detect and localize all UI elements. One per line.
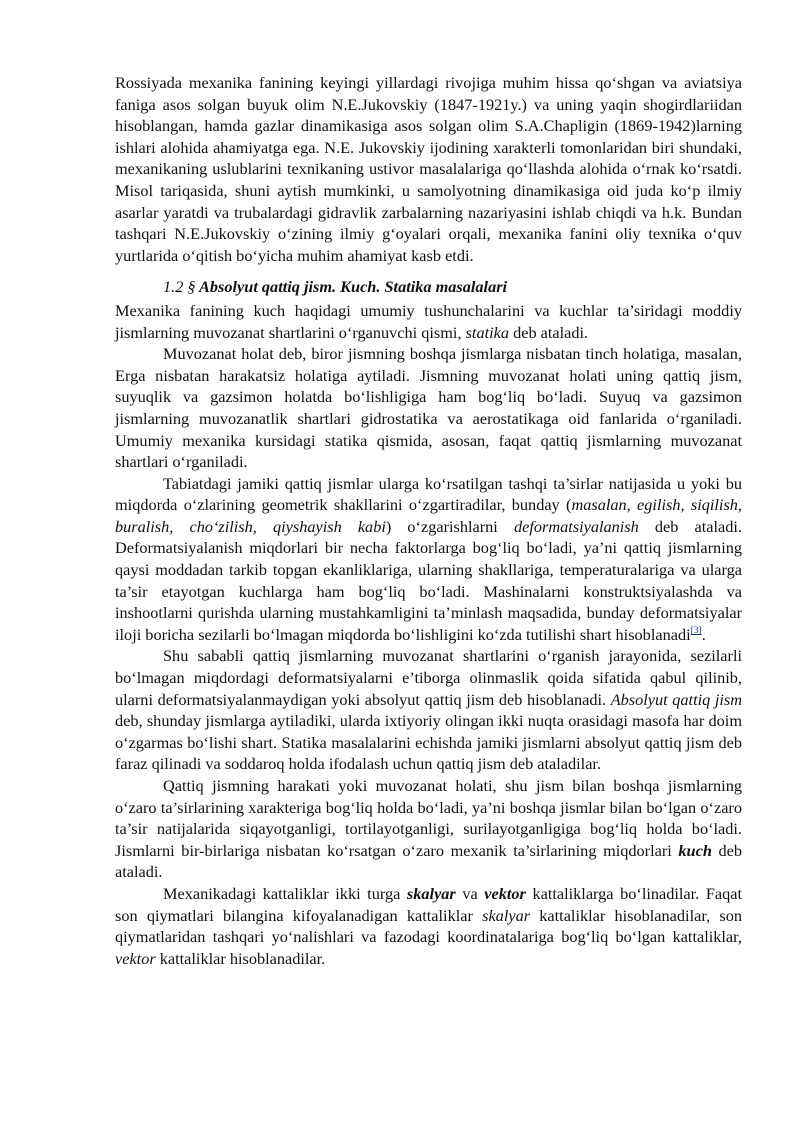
- footnote-link[interactable]: [3]: [690, 625, 702, 636]
- text-run: deb ataladi.: [509, 322, 589, 342]
- section-heading: [163, 276, 742, 298]
- emphasis-skalyar: skalyar: [482, 905, 531, 925]
- emphasis-vektor-bold: vektor: [484, 883, 526, 903]
- emphasis-examples: masalan, egilish, siqilish, buralish, cho‘zilish, qiyshayish kabi: [115, 495, 742, 536]
- paragraph-kuch: [115, 775, 742, 883]
- emphasis-deformatsiyalanish: deformatsiyalanish: [513, 516, 639, 536]
- text-run: ) o‘zgarishlarni: [385, 516, 514, 536]
- emphasis-kuch: kuch: [678, 840, 712, 860]
- text-run: kattaliklarga bo‘linadilar. Faqat son qiymatlari bilangina kifoyalanadigan kattaliklar: [115, 883, 742, 925]
- footnote-reference: [691, 626, 702, 636]
- emphasis-statika: statika: [465, 322, 510, 342]
- text-run: deb, shunday jismlarga aytiladiki, ularda ixtiyoriy olingan ikki nuqta orasidagi masofa har doim o‘zgarmas bo‘lishi shart. Statika masalalarini echishda jamiki jismlarni absolyut qattiq jism deb faraz qilinadi va soddaroq holda ifodalash uchun qattiq jism deb ataladilar.: [115, 711, 742, 774]
- text-run: Mexanikadagi kattaliklar ikki turga: [163, 883, 407, 903]
- emphasis-vektor: vektor: [115, 948, 156, 968]
- text-run: kattaliklar hisoblanadilar, son qiymatlaridan tashqari yo‘nalishlari va fazodagi koordinatalariga bog‘liq bo‘lgan kattaliklar,: [115, 905, 742, 947]
- text-run: deb ataladi.: [115, 840, 743, 882]
- text-run: .: [701, 624, 706, 644]
- text-run: Mexanika fanining kuch haqidagi umumiy tushunchalarini va kuchlar ta’siridagi moddiy jismlarning muvozanat shartlarini o‘rganuvchi qismi,: [115, 300, 742, 342]
- paragraph-statika-definition: [115, 300, 742, 343]
- text-run: Qattiq jismning harakati yoki muvozanat holati, shu jism bilan boshqa jismlarning o‘zaro ta’sirlarining xarakteriga bog‘liq holda bo‘ladi, ya’ni boshqa jismlar bilan bo‘lgan o‘zaro ta’sir natijalarida siqayotganligi, tortilayotganligi, surilayotganligiga bog‘liq holda bo‘ladi. Jismlarni bir-birlariga nisbatan ko‘rsatgan o‘zaro mexanik ta’sirlarining miqdorlari: [115, 776, 742, 860]
- paragraph-jukovskiy: Rossiyada mexanika fanining keyingi yillardagi rivojiga muhim hissa qo‘shgan va aviatsiya faniga asos solgan buyuk olim N.E.Jukovskiy (1847-1921y.) va uning yaqin shogirdlariidan hisoblangan, hamda gazlar dinamikasiga asos solgan olim S.A.Chapligin (1869-1942)larning ishlari alohida ahamiyatga ega. N.E. Jukovskiy ijodining xarakterli tomonlaridan biri shundaki, mexanikaning uslublarini texnikaning ustivor masalalariga qo‘llashda alohida o‘rnak ko‘rsatdi. Misol tariqasida, shuni aytish mumkinki, u samolyotning dinamikasiga oid juda ko‘p ilmiy asarlar yaratdi va trubalardagi gidravlik zarbalarning nazariyasini ishlab chiqdi va h.k. Bundan tashqari N.E.Jukovskiy o‘zining ilmiy g‘oyalari orqali, mexanika fanini oliy texnika o‘quv yurtlarida o‘qitish bo‘yicha muhim ahamiyat kasb etdi.: [115, 73, 742, 265]
- emphasis-absolyut-qattiq-jism: Absolyut qattiq jism: [610, 689, 742, 709]
- section-title: Absolyut qattiq jism. Kuch. Statika masalalari: [199, 277, 508, 297]
- text-run: Shu sababli qattiq jismlarning muvozanat shartlarini o‘rganish jarayonida, sezilarli bo‘lmagan miqdordagi deformatsiyalarni e’tiborga olinmaslik qoida sifatida qabul qilinib, ularni deformatsiyalanmaydigan yoki absolyut qattiq jism deb hisoblanadi.: [115, 646, 742, 709]
- paragraph-absolyut-jism: [115, 645, 742, 775]
- text-run: kattaliklar hisoblanadilar.: [155, 948, 326, 968]
- text-run: deb ataladi. Deformatsiyalanish miqdorlari bir necha faktorlarga bog‘liq bo‘ladi, ya’ni qattiq jismlarning qaysi moddadan tarkib topgan ekanliklariga, ularning shakllariga, temperaturalariga va ularga ta’sir etayotgan kuchlarga ham bog‘liq bo‘ladi. Mashinalarni konstruktsiyalashda va inshootlarni qurishda ularning mustahkamligini ta’minlash maqsadida, bunday deformatsiyalar iloji boricha sezilarli bo‘lmagan miqdorda bo‘lishligini ko‘zda tutilishi shart hisoblanadi: [115, 516, 743, 644]
- document-page: [115, 72, 742, 969]
- paragraph-muvozanat: Muvozanat holat deb, biror jismning boshqa jismlarga nisbatan tinch holatiga, masalan, Erga nisbatan harakatsiz holatiga aytiladi. Jismning muvozanat holati uning qattiq jism, suyuqlik va gazsimon holatda bo‘lishligiga ham bog‘liq bo‘ladi. Suyuq va gazsimon jismlarning muvozanatlik shartlari gidrostatika va aerostatikaga oid fanlarida o‘rganiladi. Umumiy mexanika kursidagi statika qismida, asosan, faqat qattiq jismlarning muvozanat shartlari o‘rganiladi.: [115, 344, 742, 472]
- paragraph-deformatsiya: [115, 473, 742, 646]
- section-number: 1.2 §: [163, 277, 196, 297]
- emphasis-skalyar-bold: skalyar: [406, 883, 456, 903]
- text-run: va: [455, 883, 485, 903]
- text-run: Tabiatdagi jamiki qattiq jismlar ularga ko‘rsatilgan tashqi ta’sirlar natijasida u yoki bu miqdorda o‘zlarining geometrik shakllarini o‘zgartiradilar, bunday (: [115, 473, 742, 515]
- paragraph-kattaliklar: [115, 883, 742, 969]
